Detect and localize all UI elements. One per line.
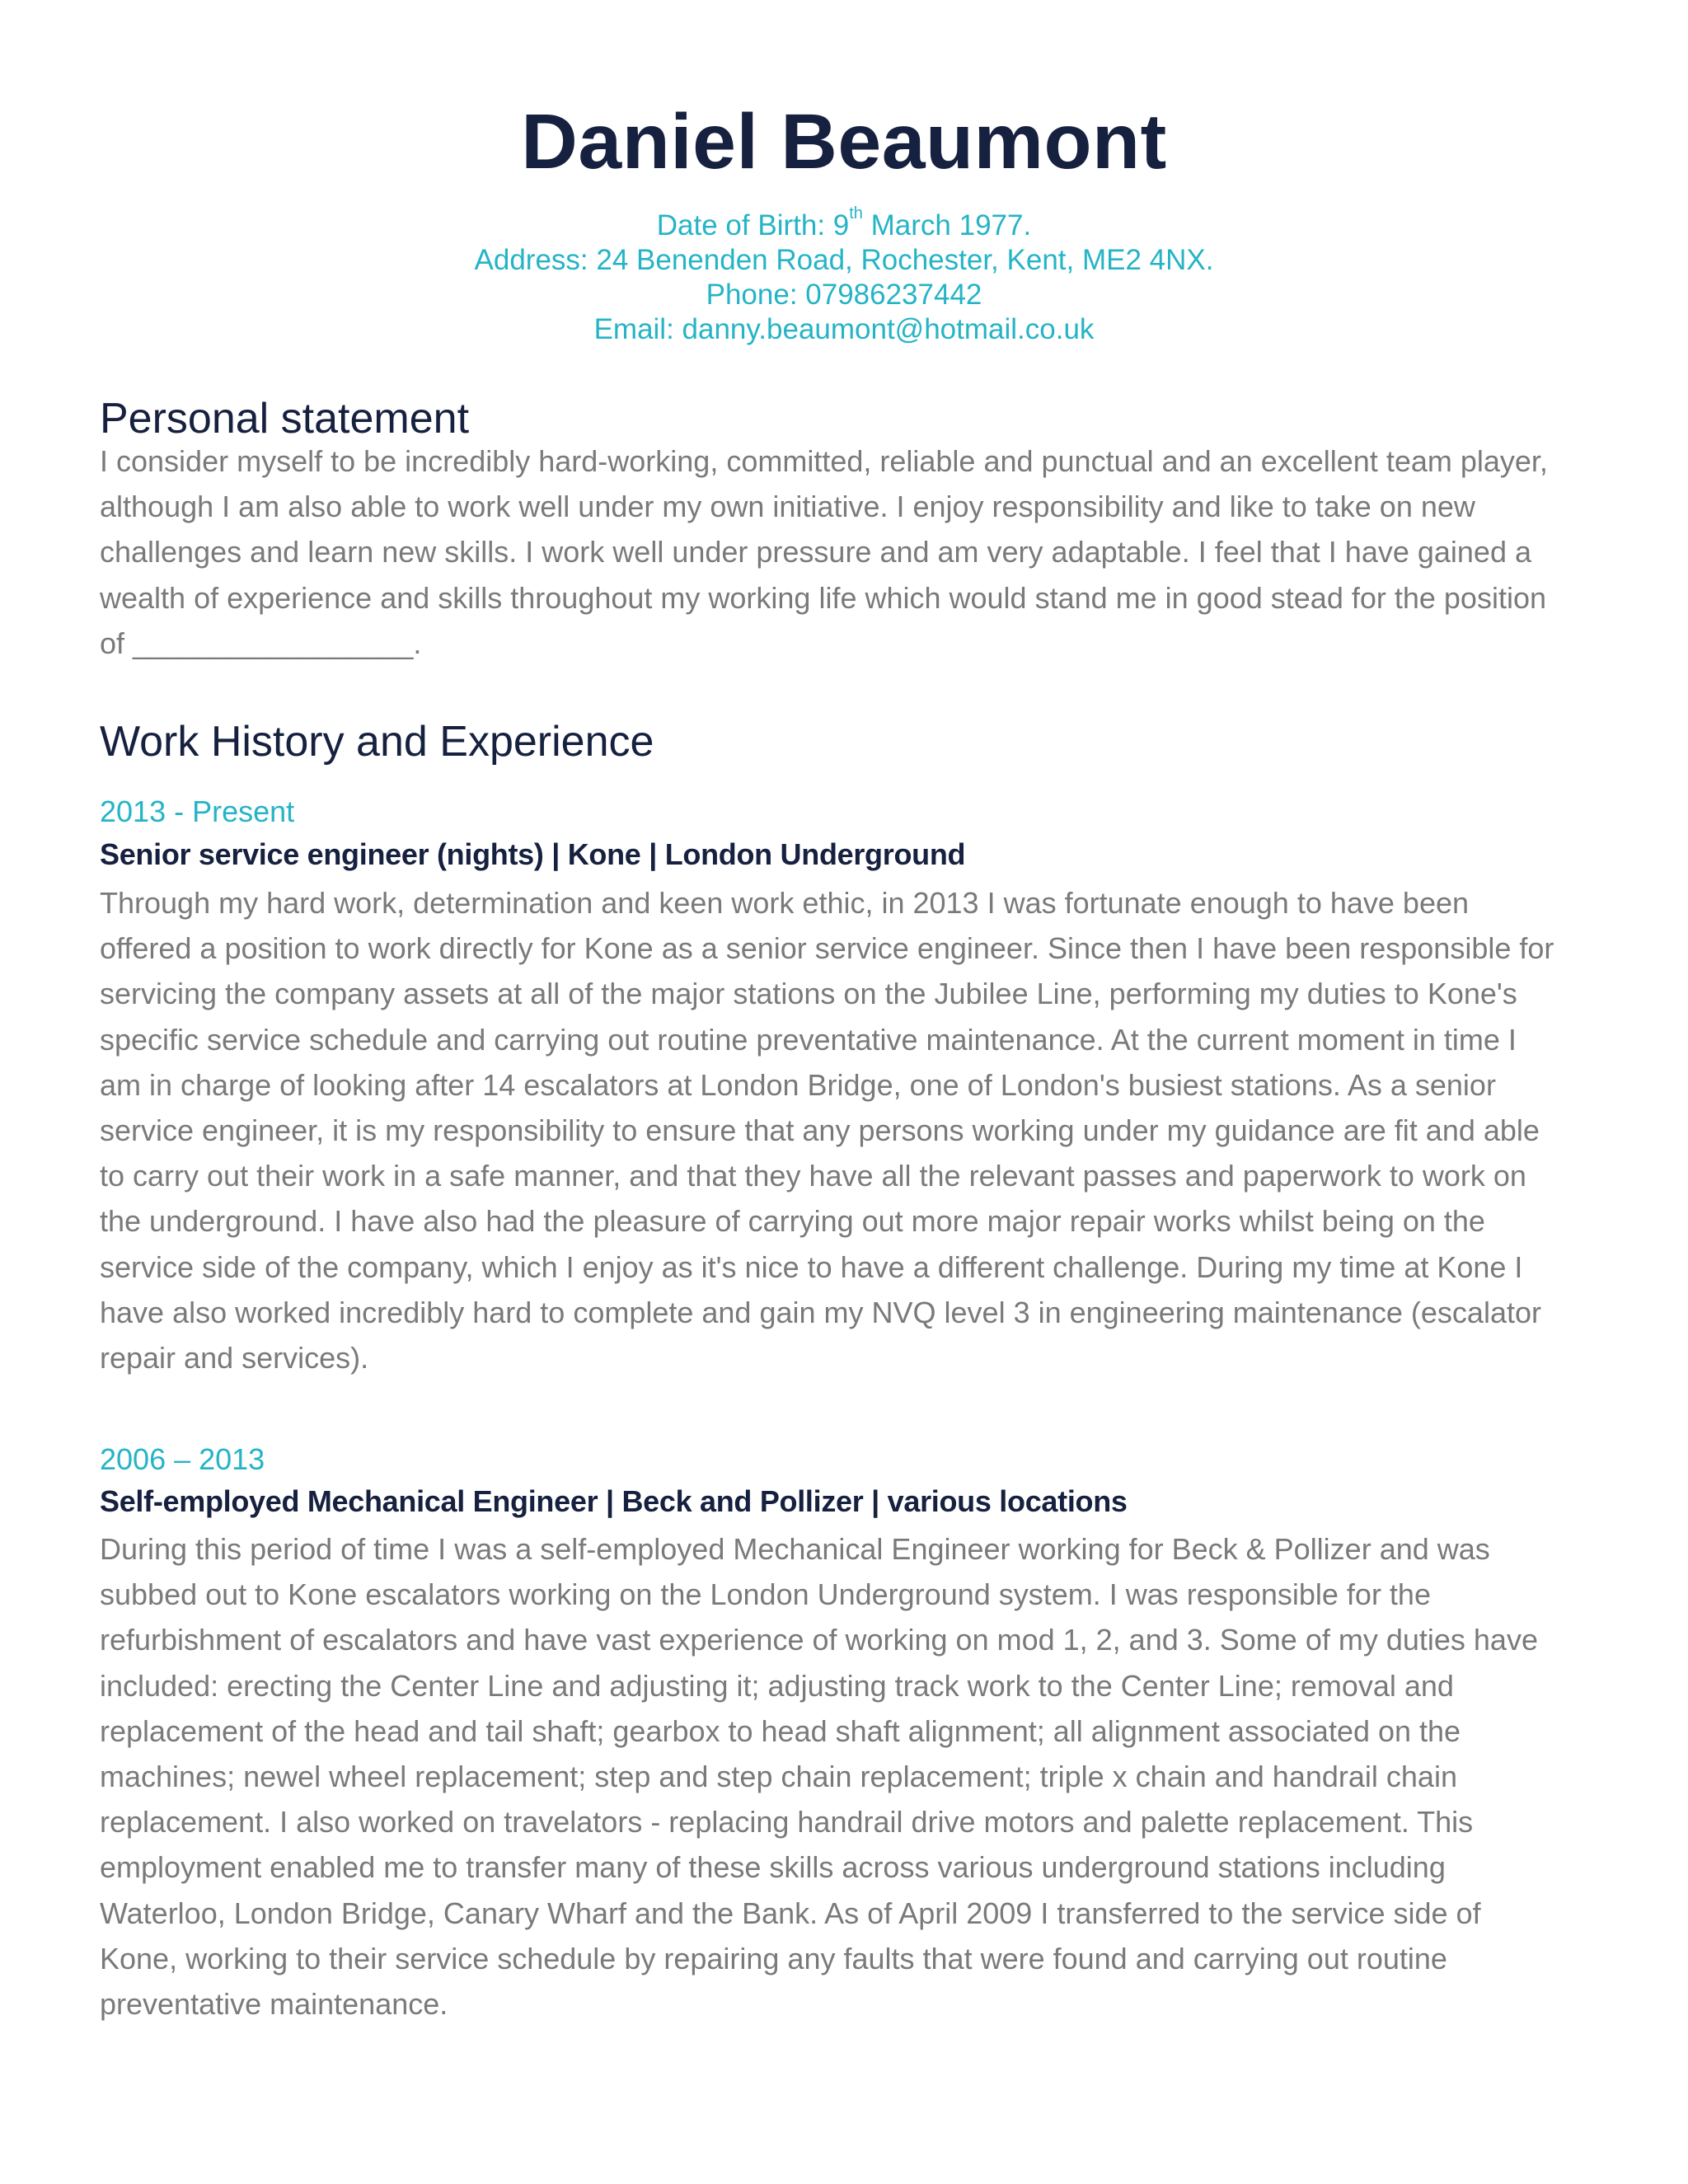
job-description-line: repair and services). <box>100 1341 369 1376</box>
job-description-line: preventative maintenance. <box>100 1987 448 2022</box>
job-description-line: included: erecting the Center Line and adjusting it; adjusting track work to the Center Line; removal and <box>100 1668 1454 1703</box>
statement-line: of _________________. <box>100 626 422 660</box>
job-description-line: Through my hard work, determination and keen work ethic, in 2013 I was fortunate enough to have been <box>100 886 1470 920</box>
job-description-line: Kone, working to their service schedule by repairing any faults that were found and carrying out routine <box>100 1941 1447 1975</box>
date-of-birth <box>0 204 1688 243</box>
statement-line: I consider myself to be incredibly hard-working, committed, reliable and punctual and an excellent team player, <box>100 444 1548 478</box>
job-description-line: refurbishment of escalators and have vast experience of working on mod 1, 2, and 3. Some of my duties have <box>100 1623 1538 1657</box>
job-description-line: subbed out to Kone escalators working on the London Underground system. I was responsible for the <box>100 1577 1431 1612</box>
job-period: 2013 - Present <box>100 794 295 828</box>
job-description-line: have also worked incredibly hard to complete and gain my NVQ level 3 in engineering maintenance (escalator <box>100 1295 1541 1329</box>
work-history-heading: Work History and Experience <box>100 718 654 766</box>
job-description-line: Waterloo, London Bridge, Canary Wharf and the Bank. As of April 2009 I transferred to the service side of <box>100 1896 1481 1930</box>
job-description-line: servicing the company assets at all of the major stations on the Jubilee Line, performing my duties to Kone's <box>100 977 1517 1011</box>
job-description-line: employment enabled me to transfer many of these skills across various underground stations including <box>100 1850 1446 1885</box>
personal-statement-heading: Personal statement <box>100 395 470 443</box>
job-description-line: the underground. I have also had the pleasure of carrying out more major repair works whilst being on the <box>100 1204 1485 1239</box>
job-description-line: service side of the company, which I enjoy as it's nice to have a different challenge. During my time at Kone I <box>100 1249 1523 1284</box>
job-description-line: replacement of the head and tail shaft; gearbox to head shaft alignment; all alignment associated on the <box>100 1713 1461 1748</box>
job-description-line: service engineer, it is my responsibility to ensure that any persons working under my guidance are fit and able <box>100 1113 1540 1148</box>
job-description-line: During this period of time I was a self-employed Mechanical Engineer working for Beck & Pollizer and was <box>100 1532 1490 1566</box>
job-period: 2006 – 2013 <box>100 1442 265 1476</box>
phone: Phone: 07986237442 <box>706 279 982 311</box>
job-description-line: am in charge of looking after 14 escalators at London Bridge, one of London's busiest stations. As a senior <box>100 1067 1496 1102</box>
personal-statement-text <box>100 438 1608 666</box>
job-title: Self-employed Mechanical Engineer | Beck and Pollizer | various locations <box>100 1484 1128 1518</box>
job-description-line: specific service schedule and carrying out routine preventative maintenance. At the current moment in time I <box>100 1022 1517 1057</box>
job-description-line: offered a position to work directly for Kone as a senior service engineer. Since then I have been responsible for <box>100 931 1554 966</box>
address: Address: 24 Benenden Road, Rochester, Kent, ME2 4NX. <box>474 244 1214 276</box>
dob-label: Date of Birth: 9 <box>656 209 850 241</box>
dob-ordinal: th <box>849 204 863 223</box>
statement-line: although I am also able to work well under my own initiative. I enjoy responsibility and like to take on new <box>100 490 1475 524</box>
dob-rest: March 1977. <box>862 209 1032 241</box>
candidate-name: Daniel Beaumont <box>521 98 1167 185</box>
email: Email: danny.beaumont@hotmail.co.uk <box>593 313 1095 345</box>
job-title: Senior service engineer (nights) | Kone | London Underground <box>100 837 966 871</box>
job-description <box>100 880 1608 1380</box>
job-description-line: to carry out their work in a safe manner, and that they have all the relevant passes and paperwork to work on <box>100 1159 1526 1193</box>
statement-line: challenges and learn new skills. I work well under pressure and am very adaptable. I feel that I have gained a <box>100 535 1531 569</box>
job-description <box>100 1526 1608 2027</box>
statement-line: wealth of experience and skills throughout my working life which would stand me in good stead for the position <box>100 580 1546 615</box>
job-description-line: machines; newel wheel replacement; step and step chain replacement; triple x chain and handrail chain <box>100 1760 1457 1794</box>
job-description-line: replacement. I also worked on travelators - replacing handrail drive motors and palette replacement. This <box>100 1805 1474 1840</box>
